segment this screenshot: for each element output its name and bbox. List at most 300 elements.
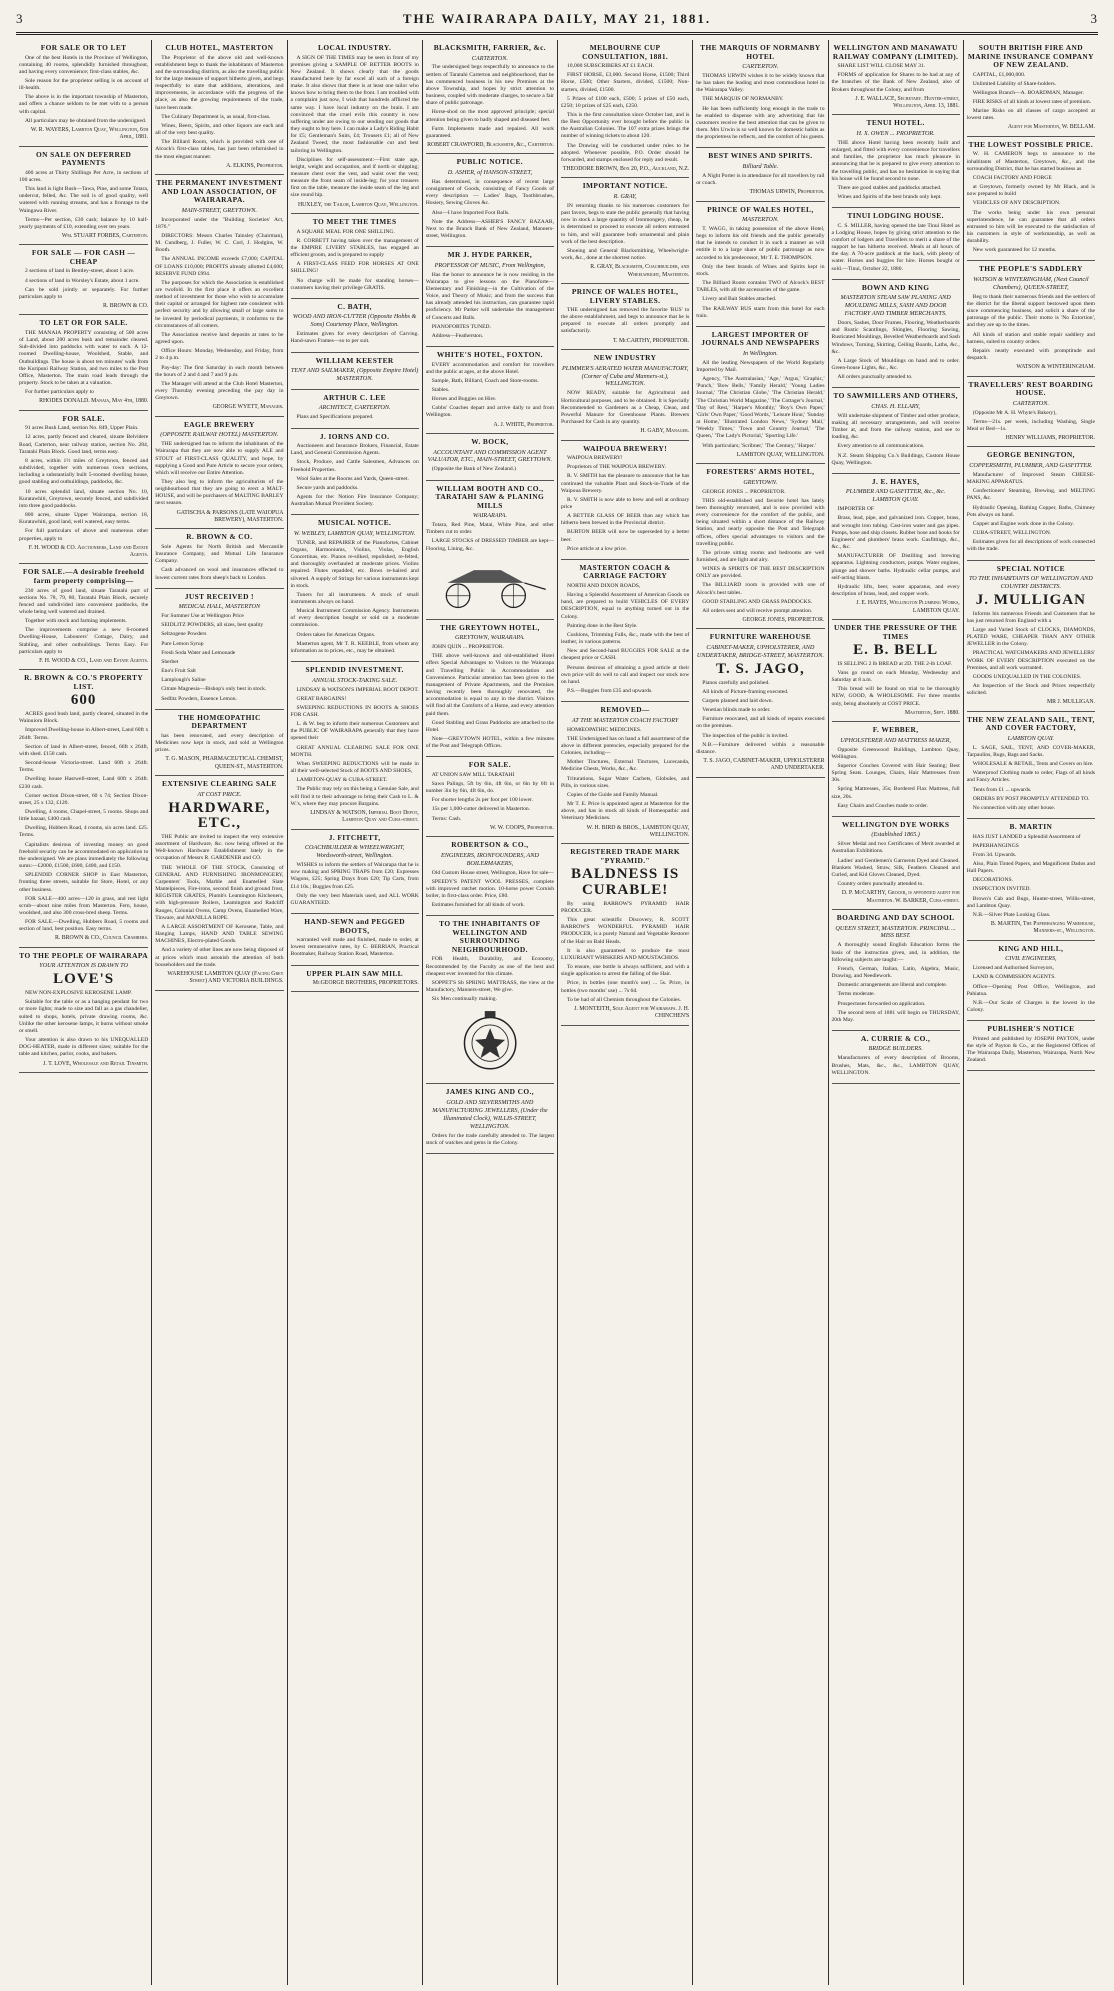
ad-body (696, 680, 824, 756)
ad-body (832, 1055, 960, 1076)
ad-paragraph: Old Custom House street, Wellington, Have for sale— (431, 869, 554, 876)
ad-paragraph: THE undersigned has to inform the inhabitants of the Wairarapa that they are now able to supply ALE and STOUT of FIRST-CLASS QUALITY, and hope, by supplying a Good and Pure Article to secure your orders, which will receive our Entire Attention. (155, 441, 284, 476)
ad-signature: J. E. WALLACE, Secretary. Hunter-street, Wellington, April 13, 1881. (855, 95, 960, 110)
ad-paragraph: Estimates given for every description of Carving. Hand-sawn Frames—so to per suit. (290, 331, 419, 345)
ad-paragraph: Also, Plain Tinted Papers, and Magnificent Dados and Hall Papers. (966, 860, 1095, 875)
ad-body (19, 990, 148, 1058)
ad-subheading: CARTERTON. (471, 54, 508, 62)
ad-body (155, 217, 283, 403)
advertisement (832, 910, 960, 1031)
ad-heading: F. WEBBER, (872, 725, 919, 735)
ad-heading: THE GREYTOWN HOTEL, (440, 622, 540, 632)
advertisement (967, 137, 1095, 262)
advertisement (696, 464, 824, 629)
ad-paragraph: WHOLESALE & RETAIL, Tents and Covers on hire. (972, 761, 1094, 768)
ad-body (561, 390, 689, 426)
ad-heading: MELBOURNE CUP CONSULTATION, 1881. (582, 43, 669, 61)
ad-paragraph: L. & W. beg to inform their numerous Customers and the PUBLIC OF WAIRARAPA generally that they have opened their (290, 721, 419, 742)
ad-paragraph: The purposes for which the Association is established are twofold. In the first place it offers an excellent method of investment for those who wish to accumulate their capital or arranged for highest rate consistent with perfect security and by allowing small or large sums to be invested by periodical payments, it conforms to the circumstances of all comers. (155, 279, 284, 329)
ad-paragraph: Waterproof Clothing made to order, Flags of all kinds and Fancy Articles. (966, 770, 1095, 784)
ad-heading: J. IORNS AND CO. (319, 431, 390, 441)
ad-subheading: CARTERTON. (742, 63, 779, 71)
ad-heading: SPLENDID INVESTMENT. (305, 665, 404, 675)
advertisement (832, 817, 960, 910)
advertisement (291, 515, 419, 662)
ad-paragraph: Citrate Magnesia—Bishop's only best in stock. (161, 686, 267, 693)
ad-body (426, 272, 554, 340)
ad-paragraph: Disciplines for self-assessment:—First state age, height, weight and occupation, and if north or shipping; measure chest over the vest, and waist over the vest; measure the front seam of inside-leg; for your trousers first on the table, measure the inside seam of the leg and size round hip. (290, 156, 419, 199)
ad-heading: JAMES KING AND CO., (445, 1087, 535, 1097)
ad-paragraph: Plans and Specifications prepared. (296, 414, 374, 421)
ad-paragraph: The Drawing will be conducted under rules to be adopted. Whenever possible, P.O. Order should be forwarded, and stamps enclosed for reply and result. (561, 142, 690, 163)
ad-paragraph: Incorporated under the "Building Societies' Act, 1876." (155, 216, 284, 230)
ad-paragraph: Note—GREYTOWN HOTEL, within a few minutes of the Post and Telegraph Offices. (425, 735, 554, 750)
ad-paragraph: Copies of the Guide and Family Manual. (567, 791, 659, 798)
ad-subheading: AT THE MASTERTON COACH FACTORY (571, 716, 679, 724)
ad-paragraph: Stables. (431, 386, 450, 393)
ad-paragraph: 10 acres splendid land, situate section No. 10, Kuratawhiti, Greytown, securely fenced, and subdivided into three good paddocks. (19, 488, 149, 509)
ad-paragraph: SPEEDY'S PATENT WOOL PRESSES, complete with improved ratchet motion. 10-horse power Cornish boiler, in first-class order. Price, £80. (425, 878, 554, 900)
ad-paragraph: Confectioners' Steaming, Brewing, and MELTING PANS, &c. (966, 488, 1095, 502)
ad-paragraph: 400 acres at Thirty Shillings Per Acre, in sections of 100 acres. (19, 169, 149, 183)
ad-paragraph: P.S.—Buggies from £35 and upwards. (567, 688, 653, 695)
ad-subheading: GREYTOWN. (743, 478, 778, 486)
ad-paragraph: Unlimited Liability of Share-holders. (972, 80, 1057, 87)
ad-paragraph: Beg to thank their numerous friends and the settlers of the district for the liberal support bestowed upon them since commencing business, and solicit a share of the patronage of the public. Their motto is 'No Extortion', and they are up to the times. (966, 293, 1095, 329)
advertisement (155, 40, 283, 175)
ad-paragraph: Eno's Fruit Salt (161, 668, 196, 675)
ad-heading: WHITE'S HOTEL, FOXTON. (436, 349, 543, 359)
ad-paragraph: IS SELLING 2 lb BREAD at 2D. THE 2-lb LOAF. (837, 660, 953, 667)
ad-paragraph: (Opposite Mr A. H. Whyte's Bakery), (972, 409, 1057, 416)
ad-heading: J. FITCHETT, (328, 832, 381, 842)
ad-paragraph: R. CORBETT having taken over the management of the EMPIRE LIVERY STABLES, has engaged an efficient groom, and is prepared to supply (290, 237, 419, 259)
advertisement (426, 347, 554, 434)
ad-heading: SOUTH BRITISH FIRE AND MARINE INSURANCE COMPANY OF NEW ZEALAND. (967, 43, 1094, 70)
ad-paragraph: GREAT BARGAINS! (296, 695, 347, 702)
ad-paragraph: LARGE STOCKS of DRESSED TIMBER are kept—Flooring, Lining, &c. (425, 538, 554, 552)
ad-paragraph: Superior Couches Covered with Hair Seating; Best Spring Seats. Lounges, Chairs, Hair Mattresses from 30s. (831, 762, 960, 784)
ad-paragraph: Can be sold jointly or separately. For further particulars apply to (19, 286, 149, 300)
ad-paragraph: Horses and Buggies on Hire. (431, 396, 497, 403)
ad-signature: T. McCARTHY, PROPRIETOR. (613, 337, 690, 344)
column-5 (557, 40, 692, 1985)
advertisement (291, 390, 419, 429)
ad-paragraph: An Inspection of the Stock and Prices respectfully solicited. (966, 683, 1095, 697)
ad-heading: REGISTERED TRADE MARK "PYRAMID." (570, 847, 680, 865)
ad-heading: EAGLE BREWERY (183, 419, 255, 429)
ad-paragraph: The inspection of the public is invited. (702, 732, 789, 739)
columns (16, 40, 1098, 1985)
ad-subheading: D. ASHER, of HANSON-STREET, (447, 168, 533, 176)
ad-paragraph: Note the Address—ASHER'S FANCY BAZAAR, Next to the Branch Bank of New Zealand, Manners-street, Wellington. (425, 218, 554, 239)
ad-paragraph: Horse-shod on the most approved principle; special attention being given to badly shaped and diseased feet. (425, 109, 554, 123)
advertisement (832, 115, 960, 208)
ad-heading: FOR SALE.—A desirable freehold farm property comprising— (22, 567, 145, 585)
ad-paragraph: SOPPET'S Sb SPRING MATTRASS, the view at the Manufactory, Manners-street, We give. (425, 979, 554, 994)
advertisement (967, 447, 1095, 560)
ad-paragraph: Carpets planned and laid down. (702, 697, 773, 704)
ad-paragraph: Furniture renovated, and all kinds of repairs executed on the premises. (696, 716, 825, 730)
advertisement (19, 147, 148, 246)
ad-paragraph: The ANNUAL INCOME exceeds £7,000; CAPITAL OF LOANS £10,000; PROFITS already allotted £4,600; RESERVE FUND £994. (155, 256, 284, 277)
ad-paragraph: Painting done in the Best Style. (567, 622, 638, 629)
ad-heading: THE NEW ZEALAND SAIL, TENT, AND COVER FACTORY, (966, 714, 1095, 733)
advertisement (967, 819, 1095, 941)
ad-subheading: R. GRAY, (613, 192, 637, 200)
ad-paragraph: WISHES to inform the settlers of Wairarapa that he is now making and SPRING TRAPS from £20; Expresses Wagons, £25; Spring Drays from £20; Tip Carts, from £14 10s.; Buggies from £25. (290, 862, 419, 890)
ad-paragraph: The Billiard Room, which is provided with one of Alcock's first-class tables, has just been refurnished in the most elegant manner. (155, 139, 284, 160)
ad-signature: J. MONTEITH, Sole Agent for Wairarapa. J. H. CHINCHEN'S (574, 1005, 690, 1020)
ad-heading: MASTERTON COACH & CARRIAGE FACTORY (579, 562, 671, 581)
ad-heading: THE MARQUIS OF NORMANBY HOTEL (700, 43, 821, 61)
ad-paragraph: PAPERHANGINGS (972, 842, 1019, 849)
ad-heading: EXTENSIVE CLEARING SALE (161, 779, 277, 789)
ad-paragraph: R. V. SMITH has the pleasure to announce that he has continued the valuable Plant and Stock-in-Trade of the Waipoua Brewery. (561, 473, 690, 494)
advertisement (155, 529, 283, 588)
ad-body (561, 583, 689, 695)
ad-paragraph: Silver Medal and two Certificates of Merit awarded at Australian Exhibitions. (831, 841, 960, 855)
ad-paragraph: 800 acres, situate Upper Wairarapa, section 18, Kuratawhiti, good land, well watered, easy terms. (19, 512, 149, 526)
ad-paragraph: Printed and published by JOSEPH PAYTON, under the style of Payton & Co., at the Registered Offices of The Wairarapa Daily, Masterton, Wairarapa, North New Zealand. (966, 1035, 1095, 1064)
ad-display-line: T. S. JAGO, (716, 660, 805, 677)
advertisement (696, 40, 824, 148)
ad-heading: TRAVELLERS' REST BOARDING HOUSE. (968, 379, 1094, 398)
ad-paragraph: Only the best brands of Wines and Spirits kept in stock. (696, 263, 825, 277)
ad-paragraph: CAPITAL, £1,000,000. (972, 71, 1026, 78)
page-number-right: 3 (1090, 11, 1098, 26)
page-number: 3 (16, 11, 24, 26)
ad-paragraph: Triturations, Sugar Water Cachets, Globules, and Pills, in various sizes. (561, 775, 690, 789)
ad-paragraph: THE above Hotel having been recently built and enlarged, and fitted with every convenience for travellers and families, the proprietor has much pleasure in announcing that he is prepared to give every attention to the travelling public, and has no hesitation in saying that his house will be found second to none. (831, 139, 960, 182)
advertisement (426, 1084, 554, 1154)
ad-body (426, 956, 554, 1003)
ad-paragraph: From 3d. Upwards. (972, 851, 1017, 858)
ad-paragraph: Copper and Engine work done in the Colony. (972, 520, 1074, 527)
ad-paragraph: Manufacturer of Improved Steam CHEESE-MAKING APPARATUS. (966, 471, 1095, 486)
ad-paragraph: Every attention to all communications. (837, 443, 925, 450)
ad-paragraph: Also—I have Imported Foot Balls. (431, 209, 510, 216)
ad-signature: R. GRAY, Blacksmith, Coachbuilder, and Wheelwright, Masterton. (590, 264, 690, 278)
ad-heading: FOR SALE. (62, 413, 105, 423)
ad-paragraph: Has determined, in consequence of recent large consignment of Goods, consisting of Fancy Goods of every description — Ladies' Bags, Toothbrushes, Hosiery, Sewing Gloves &c. (425, 178, 554, 207)
ad-paragraph: And a variety of other lines are now being disposed of at prices which must astonish the attention of both householders and the trade. (155, 947, 284, 968)
advertisement (426, 916, 554, 1084)
ad-heading: PRINCE OF WALES HOTEL, LIVERY STABLES. (571, 286, 679, 305)
ad-paragraph: SPLENDID CORNER SHOP in East Masterton, fronting three streets, suitable for Store, Hotel, or any other business. (19, 872, 149, 893)
ad-paragraph: Hydraulic lifts, beer, water apparatus, and every description of brass, lead, and copper work. (831, 583, 960, 598)
ad-body (426, 64, 554, 140)
ad-paragraph: Terms: Cash. (431, 815, 462, 822)
ad-body (832, 841, 960, 888)
ad-paragraph: FOR Health, Durability, and Economy, Recommended by the Faculty as one of the best and cheapest ever invented for this climate. (425, 956, 554, 977)
ad-heading: FURNITURE WAREHOUSE (709, 632, 812, 642)
ad-paragraph: With particulars; 'Scribner,' 'The Century,' 'Harper.' (702, 442, 816, 449)
ad-paragraph: Orders for the trade carefully attended to. The largest stock of watches and gems in the Colony. (425, 1132, 554, 1146)
ad-paragraph: Opposite Greenwood Buildings, Lambton Quay, Wellington. (831, 746, 960, 760)
ad-body (155, 733, 283, 754)
ad-heading: WILLIAM KEESTER (315, 355, 394, 365)
ad-paragraph: PIANOFORTES TUNED. (431, 323, 491, 330)
ad-body (426, 362, 554, 420)
ad-paragraph: Price, in bottles (one month's use) ... 5s. Price, in bottles (two months' use) ... 7s 6d. (561, 980, 690, 994)
ad-paragraph: Hydraulic Opening, Bathing Copper, Baths, Chimney Pots always on hand. (966, 504, 1095, 518)
advertisement (291, 966, 419, 993)
ad-paragraph: Capitalists desirous of investing money on good freehold security can be accommodated on application to the undersigned. We are plans immediately the following sums:—£2000, £1500, £600, £400, and £150. (19, 841, 149, 870)
advertisement (561, 844, 689, 1025)
ad-signature: R. BROWN & CO., Council Chambers. (55, 935, 149, 942)
ad-body (291, 414, 419, 421)
advertisement (561, 702, 689, 844)
ad-subheading: W. WEBLEY, LAMBTON QUAY, WELLINGTON. (293, 529, 416, 537)
ad-body (19, 588, 148, 656)
ad-paragraph: THE above well-known and old-established Hotel offers Special Advantages to Visitors to the Wairarapa and Travelling Public in Accommodation and Convenience. Particular attention has been given to the management of Private Apartments, and the Premises having recently been thoroughly renovated, the accommodation is equal to any in the district. Visitors will find all the Comforts of a Home, and every attention paid them. (425, 653, 554, 717)
ad-paragraph: Cobbs' Coaches depart and arrive daily to and from Wellington. (425, 405, 554, 419)
ad-paragraph: French, German, Italian, Latin, Algebra, Music, Drawing, and Needlework. (831, 965, 960, 980)
ad-heading: THE PEOPLE'S SADDLERY (978, 264, 1083, 274)
advertisement (696, 629, 824, 777)
advertisement (832, 388, 960, 474)
ad-paragraph: He has been sufficiently long enough in the trade to be enabled to dispense with any advertising that his customers receive the best attention that can be given to them. Mrs Urwin is so well known for domestic habits as the proprietress he reflects, and the comfort of his guests. (696, 105, 825, 141)
ad-body (561, 203, 689, 262)
ad-paragraph: THOMAS URWIN wishes it to be widely known that he has taken the leading and most commodious hotel in the Wairarapa Valley. (696, 72, 825, 94)
advertisement (291, 214, 419, 299)
advertisement (967, 40, 1095, 137)
advertisement (696, 148, 824, 201)
ad-paragraph: Wines and Spirits of the best brands only kept. (837, 194, 942, 201)
advertisement (155, 710, 283, 776)
ad-paragraph: IN returning thanks to his numerous customers for past favors, begs to state the public generally that having now in stock a large quantity of Ironmongery, cheap, he is determined to proceed to execute all orders entrusted to him, and will guarantee both ornamental and plain work of the best description. (561, 202, 690, 245)
ad-heading: PRINCE OF WALES HOTEL, (707, 204, 814, 214)
ad-heading: SPECIAL NOTICE (996, 563, 1065, 573)
ad-display-line: 600 (70, 692, 97, 709)
ad-paragraph: 5 Prizes of £100 each, £500; 5 prizes of £50 each, £250; 10 prizes of £25 each, £250. (561, 95, 690, 109)
ad-paragraph: New work guaranteed for 12 months. (972, 247, 1057, 254)
ad-body (561, 727, 689, 823)
ad-body (696, 173, 824, 187)
ad-signature: HENRY WILLIAMS, PROPRIETOR. (1005, 435, 1095, 442)
ad-paragraph: All orders punctually attended to. (837, 374, 913, 381)
ad-paragraph: Seltzogene Powders (161, 631, 207, 638)
ad-paragraph: INSPECTION INVITED. (972, 886, 1031, 893)
ad-heading: PUBLISHER'S NOTICE (987, 1024, 1075, 1034)
ad-paragraph: Together with stock and farming implements. (25, 618, 127, 625)
advertisement (967, 941, 1095, 1021)
ad-paragraph: GOOD STABLING AND GRASS PADDOCKS. (702, 598, 813, 605)
advertisement (155, 175, 283, 417)
ad-paragraph: Farm Implements made and repaired. All work guaranteed. (425, 125, 554, 139)
ad-body (291, 229, 419, 292)
ad-body (291, 55, 419, 200)
advertisement (291, 353, 419, 390)
ad-heading: TINUI LODGING HOUSE. (847, 211, 944, 221)
ad-heading: WAIPOUA BREWERY! (583, 443, 668, 453)
ad-body (426, 644, 554, 750)
ad-paragraph: Estimates furnished for all kinds of work. (431, 902, 525, 909)
ad-paragraph: W. H. CAMERON begs to announce to the inhabitants of Masterton, Greytown, &c., and the surrounding District, that he has started business as (966, 151, 1095, 172)
ad-paragraph: No connection with any other house. (972, 804, 1056, 811)
ad-subheading: (Established 1865.) (871, 831, 920, 839)
ad-body (155, 55, 283, 161)
ad-paragraph: SWEEPING REDUCTIONS IN BOOTS & SHOES FOR CASH. (290, 704, 419, 718)
ad-paragraph: A Night Porter is in attendance for all travellers by rail or coach. (696, 172, 825, 186)
ad-paragraph: FOR SALE—400 acres—120 in grass, and rest light scrub—about nine miles from Masterton. Fern, house, woolshed, and also 300 cross-bred sheep. Terms. (19, 895, 149, 917)
ad-body (155, 544, 283, 582)
ad-paragraph: N.Z. Steam Shipping Co.'s Buildings, Custom House Quay, Wellington. (831, 452, 960, 466)
ad-paragraph: THE undersigned has removed the favorite 'BUS' to the above establishment, and begs to announce that he is prepared to execute all orders promptly and satisfactorily. (561, 307, 690, 335)
ad-paragraph: They also beg to inform the agriculturists of the neighbourhood that they are going to erect a MALT-HOUSE, and will be purchasers of MALTING BARLEY next season. (155, 478, 284, 507)
ad-paragraph: Pay-day: The first Saturday in each month between the hours of 2 and 4 and 7 and 9 p.m. (155, 364, 284, 378)
ad-body (19, 425, 148, 542)
ad-body (155, 613, 283, 703)
ad-paragraph: A Large Stock of Mouldings on hand and to order. Green-house Lights, &c., &c. (831, 357, 960, 372)
ad-heading: WELLINGTON DYE WORKS (841, 819, 950, 829)
advertisement (832, 1031, 960, 1084)
ad-paragraph: Sole reason for the proprietor selling is on account of ill-health. (19, 77, 149, 92)
ad-paragraph: THE Undersigned has on hand a full assortment of the above in different potencies, especially prepared for the Colonies, including— (561, 735, 690, 757)
ad-paragraph: Country orders punctually attended to. (837, 881, 924, 888)
ad-heading: W. BOCK, (471, 437, 509, 446)
ad-paragraph: A SIGN OF THE TIMES may be seen in front of my premises giving a SAMPLE OF BETTER BOOTS in New Zealand. It shows clearly that the goods manufactured here by far excel all such of a foreign make. It also shows that there is at least one tailor who knows how to bring them to the front. I am troubled with a complaint just now, I wish that hundreds afflicted the same way. I have local industry on the brain. I am convinced that the cruel evils this country is now suffering under are owing to our sending our goods that they ought to buy here. I can make a Lady's Riding Habit for £5; Gentleman's Suits, £4; Trousers £1; all of New Zealand Tweed, the most fashionable cut and best tailoring in Wellington. (290, 54, 419, 154)
ad-paragraph: For further particulars apply to (25, 389, 94, 396)
ad-subheading: PROFESSOR OF MUSIC, From Wellington, (434, 261, 546, 269)
ad-paragraph: Sherbet (161, 658, 179, 665)
ad-signature: W. H. BIRD & BROS., LAMBTON QUAY, WELLINGTON. (586, 824, 690, 838)
ad-paragraph: 15s per 1,000-cutter delivered in Masterton. (431, 806, 531, 813)
ad-paragraph: Having a Splendid Assortment of American Goods on hand, are prepared to build VEHICLES OF EVERY DESCRIPTION, equal to anything turned out in the Colony. (561, 592, 690, 620)
ad-paragraph: This is the first consultation since October last, and is the Best Opportunity ever brought before the public in the Australian Colonies. The 107 extra prizes brings the number of winning tickets to about 120. (561, 111, 690, 140)
ad-paragraph: Venetian blinds made to order. (702, 707, 771, 714)
ad-paragraph: GREAT ANNUAL CLEARING SALE FOR ONE MONTH. (290, 744, 419, 758)
ad-heading: BOWN AND KING (861, 282, 930, 292)
ad-paragraph: Cash advanced on wool and insurances effected to lowest current rates from sheep's back to London. (155, 567, 284, 581)
ad-paragraph: PRACTICAL WATCHMAKERS AND JEWELLERS' WORK OF EVERY DESCRIPTION executed on the Premises, and all work warranted. (966, 650, 1095, 671)
advertisement (967, 261, 1095, 376)
ad-paragraph: One of the best Hotels in the Province of Wellington, containing 40 rooms, splendidly furnished throughout, and having every convenience; first-class stables, &c. (19, 54, 149, 75)
ad-paragraph: To ensure, one bottle is always sufficient, and with a single application to arrest the falling of the Hair. (561, 964, 690, 978)
advertisement (426, 837, 554, 916)
ad-paragraph: Only the very best Materials used, and ALL WORK GUARANTEED. (290, 892, 419, 906)
ad-signature: T. S. JAGO, CABINET-MAKER, UPHOLSTERER AND UNDERTAKER. (703, 758, 825, 772)
ad-heading: UPPER PLAIN SAW MILL (306, 968, 404, 978)
ad-body (561, 63, 689, 164)
ad-subheading: CHAS. H. ELLARY, (871, 402, 920, 410)
ad-paragraph: has been renovated, and every description of Medicines now kept in stock, and sold at Wellington prices. (155, 732, 284, 754)
ad-paragraph: ACRES good bush land, partly cleared, situated in the Wainuioru Block. (19, 711, 149, 725)
ad-paragraph: VEHICLES OF ANY DESCRIPTION. (972, 200, 1061, 207)
ad-body (155, 441, 283, 507)
ad-signature: THOMAS URWIN, Proprietor. (749, 189, 825, 196)
ad-heading: THE PERMANENT INVESTMENT AND LOAN ASSOCIATION, OF WAIRARAPA. (156, 178, 283, 205)
ad-body (426, 522, 554, 553)
ad-paragraph: Brass, lead, pipe, and galvanized iron. Copper, brass, and wrought iron tubing. Cast-iron water and gas pipes. Pumps, hose and ship closets. Rubber hose and hooks for Engineers' and plumbers' brass work. Gasfittings, &c., &c., &c. (831, 515, 960, 551)
ad-paragraph: Proprietors of THE WAIPOUA BREWERY. (567, 464, 666, 471)
carriage-illustration (426, 556, 554, 612)
ad-paragraph: Estimates given for all descriptions of work connected with the trade. (966, 539, 1095, 553)
ad-body (696, 360, 824, 450)
newspaper-title: THE WAIRARAPA DAILY, MAY 21, 1881. (402, 11, 712, 26)
ad-paragraph: The second term of 1881 will begin on THURSDAY, 20th May. (831, 1009, 960, 1023)
advertisement (426, 40, 554, 154)
advertisement (426, 154, 554, 247)
ad-heading: WILLIAM BOOTH AND CO., TARATAHI SAW & PLANING MILLS (435, 483, 545, 510)
ad-signature: T. G. MASON, PHARMACEUTICAL CHEMIST, QUEEN-ST., MASTERTON. (165, 756, 284, 770)
ad-subheading: CARTERTON. (1012, 399, 1049, 407)
ad-paragraph: Brown's Cab and Bugs, Hunter-street, Willis-street, and Lambton Quay. (966, 895, 1095, 909)
ad-paragraph: R. V. SMITH is now able to brew and sell at ordinary price (561, 496, 690, 511)
ad-paragraph: FIRE RISKS of all kinds at lowest rates of premium. (972, 99, 1092, 106)
ad-paragraph: No charge will be made for standing horses—customers having their privilege GRATIS. (290, 277, 419, 291)
advertisement (291, 429, 419, 516)
ad-paragraph: C. S. MILLER, having opened the late Tinui Hotel as a Lodging House, hopes by giving strict attention to the comfort of lodgers and Travellers to merit a share of the support he has hitherto received. Meals at all hours of the day. A 70-acre paddock at the back, with plenty of water. Horses and buggies for hire. Horses bought or sold.—Tinui, October 22, 1880. (831, 222, 960, 272)
ad-paragraph: Mr T. E. Price is appointed agent at Masterton for the above, and has in stock all kinds of Homeopathic and Veterinary Medicines. (561, 801, 690, 822)
advertisement (696, 327, 824, 464)
ad-paragraph: The BILLIARD room is provided with one of Alcock's best tables. (696, 582, 825, 596)
ad-body (19, 268, 148, 301)
ad-signature: RHODES DONALD. Manaia, May 4th, 1880. (39, 398, 149, 405)
ad-display-line: HARDWARE, ETC., (168, 799, 271, 832)
ad-paragraph: Six Men continually making. (431, 996, 498, 1003)
ad-paragraph: (Opposite the Bank of New Zealand.) (431, 466, 516, 473)
ad-heading: R. BROWN & CO.'S PROPERTY LIST. (24, 673, 144, 691)
ad-paragraph: The RAILWAY BUS starts from this hotel for each train. (696, 305, 825, 319)
advertisement (19, 40, 148, 147)
ad-signature: H. GABY, Manager. (640, 428, 690, 435)
ad-signature: Wm. STUART FORBES, Carterton. (61, 233, 149, 240)
advertisement (832, 722, 960, 817)
advertisement (291, 830, 419, 914)
ad-paragraph: All the leading Newspapers of the World Regularly Imported by Mail. (696, 359, 825, 373)
ad-paragraph: Address—Featherston. (431, 332, 484, 339)
advertisement (155, 776, 283, 991)
ad-paragraph: All kinds of station and stable repair saddlery and harness, suited to country orders. (966, 331, 1095, 345)
ad-paragraph: All particulars may be obtained from the undersigned. (25, 117, 147, 124)
ad-paragraph: FIRST HORSE, £3,000. Second Horse, £1500; Third Horse, £500; Other Starters, divided, £1500; Non-starters, divided, £1500. (561, 72, 690, 93)
advertisement (426, 434, 554, 481)
ad-paragraph: It is also guaranteed to produce the most LUXURIANT WHISKERS AND MOUSTACHIOS. (561, 947, 690, 961)
ad-paragraph: NEW NON-EXPLOSIVE KEROSENE LAMP. (25, 990, 132, 997)
ad-paragraph: Doors, Sashes, Door Frames, Flooring, Weatherboards and Rustic Scantlings, Shingles, Flooring Sawing, Rusticated Mouldings, Bevelled Weatherboards and Sash Windows, Turning, Skirting, Ceiling Boards, Laths, &c., &c. (831, 320, 960, 355)
advertisement (19, 315, 148, 410)
ad-paragraph: The Proprietor of the above old and well-known establishment begs to thank the inhabitants of Masterton and the surrounding districts, as also the travelling public for the large measure of support hitherto given, and begs respectfully to state that additions, alterations, and improvements, in accordance with the progress of the place, as also the growing requirements of the trade, have been made. (155, 54, 284, 111)
ad-paragraph: Dwelling house Hastwell-street, Land 60ft x 264ft. £230 cash. (19, 776, 149, 790)
ad-heading: LOCAL INDUSTRY. (318, 43, 392, 52)
advertisement (291, 299, 419, 353)
ad-paragraph: Wines, Beers, Spirits, and other liquors are each and all of the very best quality. (155, 122, 284, 137)
ad-paragraph: Prospectuses forwarded on application. (837, 1000, 926, 1007)
ad-signature: LINDSAY & WATSON, Imperial Boot Depot, Lambton Quay and Cuba-street. (310, 809, 419, 824)
ad-body (426, 1133, 554, 1147)
ad-paragraph: 12 acres, partly fenced and cleared, situate Belvidere Road, Carterton, near railway station, section No. 284, Taratahi Plain Block. Good land, terms easy. (19, 434, 149, 455)
ad-body (19, 330, 148, 396)
ad-body (291, 862, 419, 907)
ad-paragraph: Sole Agents for North British and Mercantile Insurance Company, and Mutual Life Insurance Company. (155, 543, 284, 565)
ad-paragraph: Mother Tinctures, External Tinctures, Lucecanda, Medicine Chests, Works, &c., &c. (561, 759, 690, 773)
ad-heading: BOARDING AND DAY SCHOOL (836, 913, 955, 923)
ad-paragraph: Masterton agent, Mr T. R. KEEBLE, from whom any information as to prices, etc., may be obtained. (290, 640, 419, 654)
ad-paragraph: Improved Dwelling-house in Albert-street, Land 60ft x 264ft. Terms. (19, 727, 149, 741)
ad-paragraph: Lamplough's Saline (161, 677, 206, 684)
ad-subheading: LAMBTON QUAY. (1007, 734, 1055, 742)
ad-body (832, 63, 960, 94)
ad-paragraph: Musical Instrument Commission Agency. Instruments of every description bought or sold on a moderate commission. (290, 608, 419, 629)
ad-body (19, 170, 148, 231)
ad-paragraph: The Association receive land deposits at rates to be agreed upon. (155, 331, 284, 346)
advertisement (426, 757, 554, 837)
ad-paragraph: The Manager will attend at the Club Hotel Masterton, every Thursday evening preceding the pay day in Greytown. (155, 380, 284, 402)
ad-signature: Masterton, Sept. 1880. (904, 709, 960, 716)
ad-paragraph: Terms moderate. (837, 991, 876, 998)
